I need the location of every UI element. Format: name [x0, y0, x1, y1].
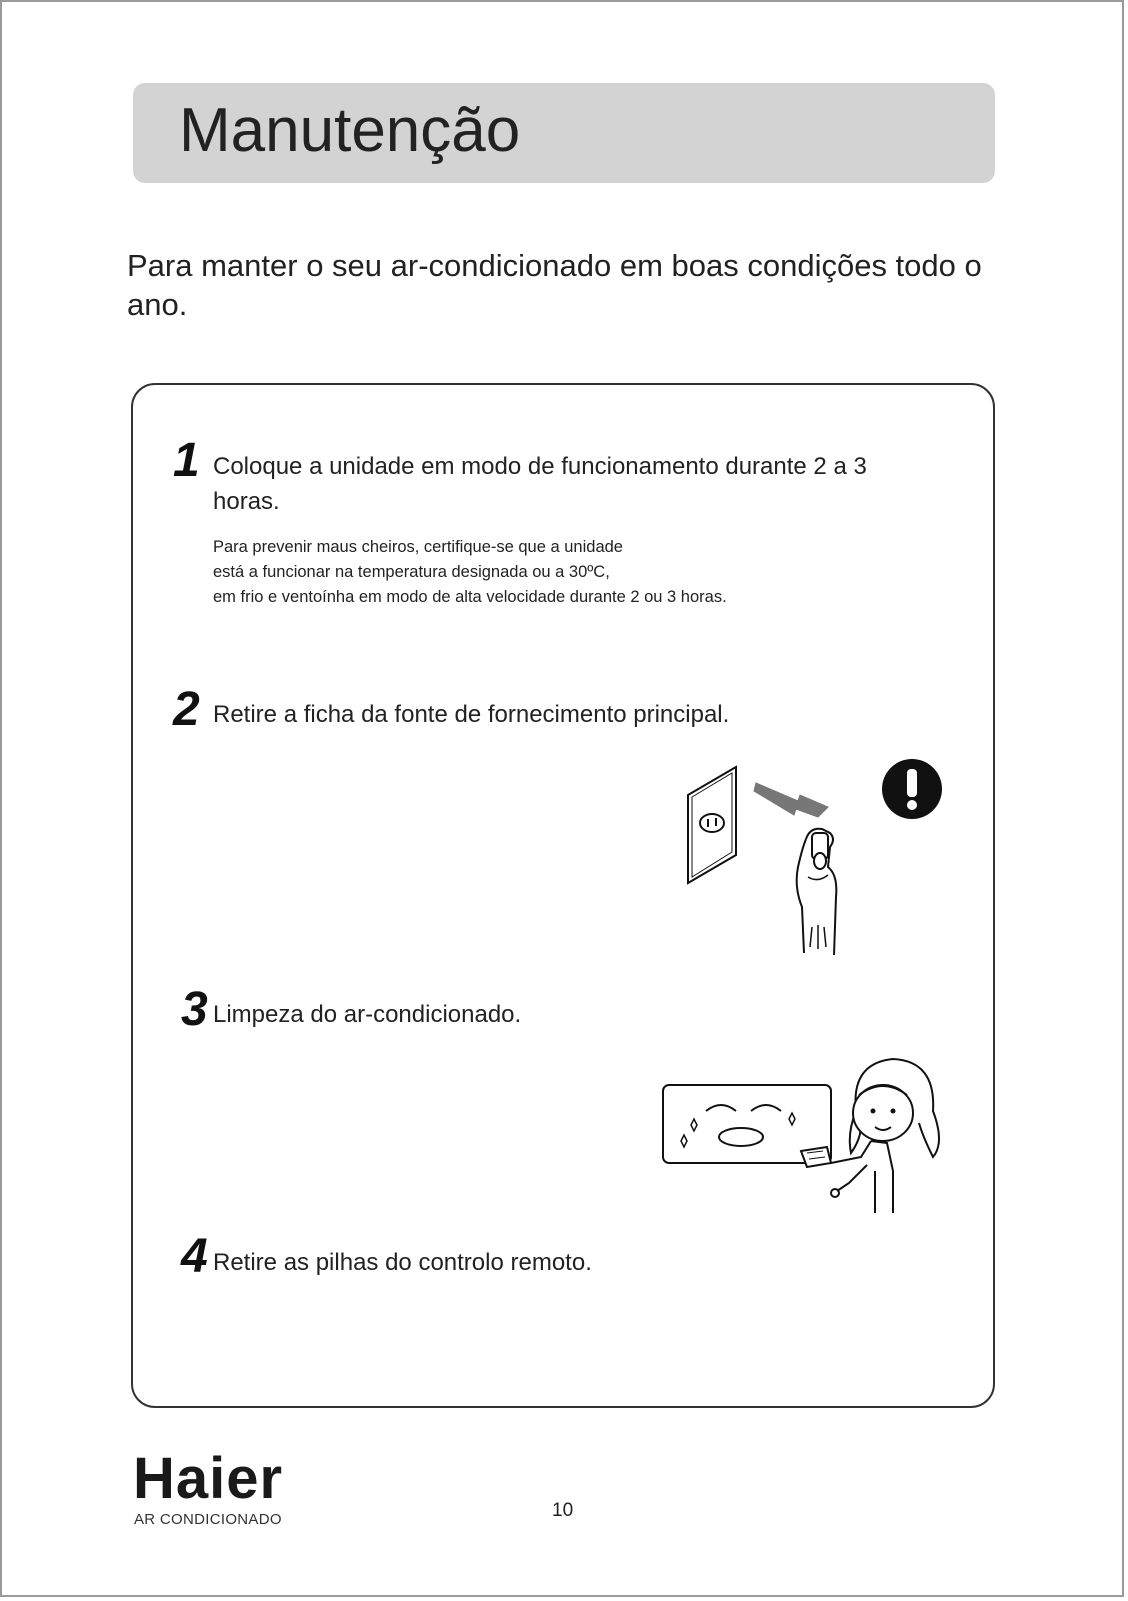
page-title: Manutenção — [179, 96, 521, 165]
step-3-text: Limpeza do ar-condicionado. — [213, 1001, 522, 1028]
step-1-note-line: em frio e ventoínha em modo de alta velocidade durante 2 ou 3 horas. — [213, 588, 727, 606]
step-1-number: 1 — [173, 434, 200, 487]
title-bar — [133, 83, 995, 183]
step-1-note — [213, 535, 973, 610]
intro-text: Para manter o seu ar-condicionado em boas condições todo o ano. — [127, 248, 982, 322]
cleaning-illustration — [661, 1053, 961, 1253]
page-number: 10 — [552, 1500, 574, 1521]
step-2-number: 2 — [173, 683, 200, 736]
exclamation-icon — [882, 759, 942, 819]
step-1-note-line: Para prevenir maus cheiros, certifique-se que a unidade — [213, 538, 623, 556]
step-1-note-line: está a funcionar na temperatura designada ou a 30ºC, — [213, 563, 610, 581]
unplug-illustration — [678, 757, 958, 967]
step-4-number: 4 — [181, 1230, 208, 1283]
step-4-text: Retire as pilhas do controlo remoto. — [213, 1249, 592, 1276]
step-3-number: 3 — [181, 983, 208, 1036]
brand-subtitle: AR CONDICIONADO — [134, 1511, 282, 1528]
brand-logo: Haier — [133, 1446, 284, 1511]
step-2-text: Retire a ficha da fonte de fornecimento principal. — [213, 701, 730, 728]
step-1-text: Coloque a unidade em modo de funcionamento durante 2 a 3 horas. — [213, 453, 867, 515]
steps-box — [131, 383, 995, 1408]
